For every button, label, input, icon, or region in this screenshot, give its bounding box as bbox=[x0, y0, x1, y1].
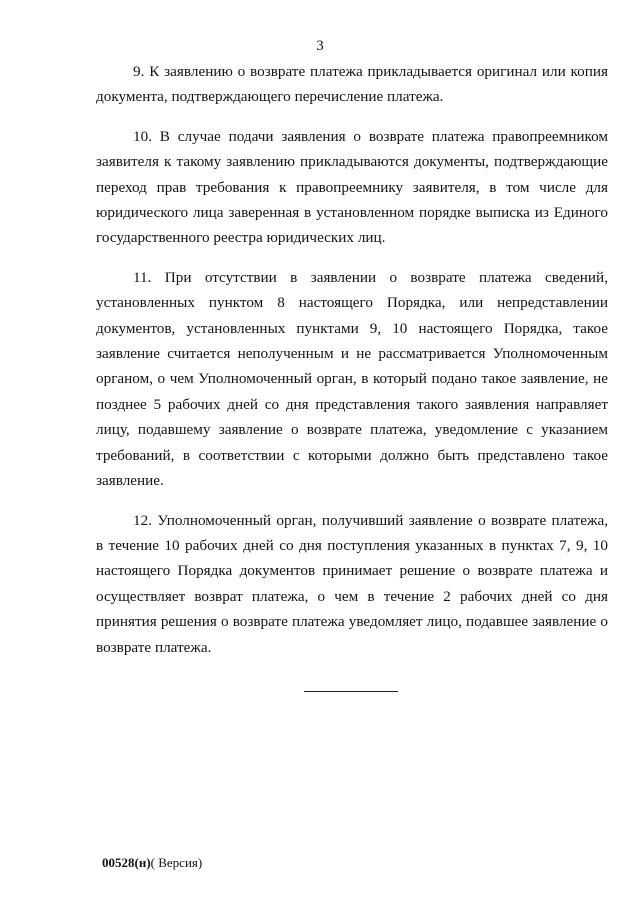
paragraph-9: 9. К заявлению о возврате платежа прикладывается оригинал или копия документа, подтверждающего перечисление платежа. bbox=[96, 63, 608, 106]
page-number: 3 bbox=[316, 38, 324, 54]
document-version: ( Версия) bbox=[150, 855, 203, 870]
end-of-text-divider bbox=[304, 691, 398, 692]
document-code-number: 00528(н) bbox=[102, 855, 151, 870]
paragraph-10: 10. В случае подачи заявления о возврате платежа правопреемником заявителя к такому заявлению прикладываются документы, подтверждающие переход прав требования к правопреемнику заявителя, в том числе для юридического лица заверенная в установленном порядке выписка из Единого государственного реестра юридических лиц. bbox=[96, 127, 608, 247]
paragraph-11: 11. При отсутствии в заявлении о возврате платежа сведений, установленных пунктом 8 настоящего Порядка, или непредставлении документов, установленных пунктами 9, 10 настоящего Порядка, такое заявление считается неполученным и не рассматривается Уполномоченным органом, о чем Уполномоченный орган, в который подано такое заявление, не позднее 5 рабочих дней со дня представления такого заявления направляет лицу, подавшему заявление о возврате платежа, уведомление с указанием требований, в соответствии с которыми должно быть представлено такое заявление. bbox=[96, 268, 608, 490]
document-code bbox=[102, 855, 202, 870]
document-body bbox=[96, 59, 608, 674]
paragraph-12: 12. Уполномоченный орган, получивший заявление о возврате платежа, в течение 10 рабочих дней со дня поступления указанных в пунктах 7, 9, 10 настоящего Порядка документов принимает решение о возврате платежа и осуществляет возврат платежа, о чем в течение 2 рабочих дней со дня принятия решения о возврате платежа уведомляет лицо, подавшее заявление о возврате платежа. bbox=[96, 511, 608, 656]
